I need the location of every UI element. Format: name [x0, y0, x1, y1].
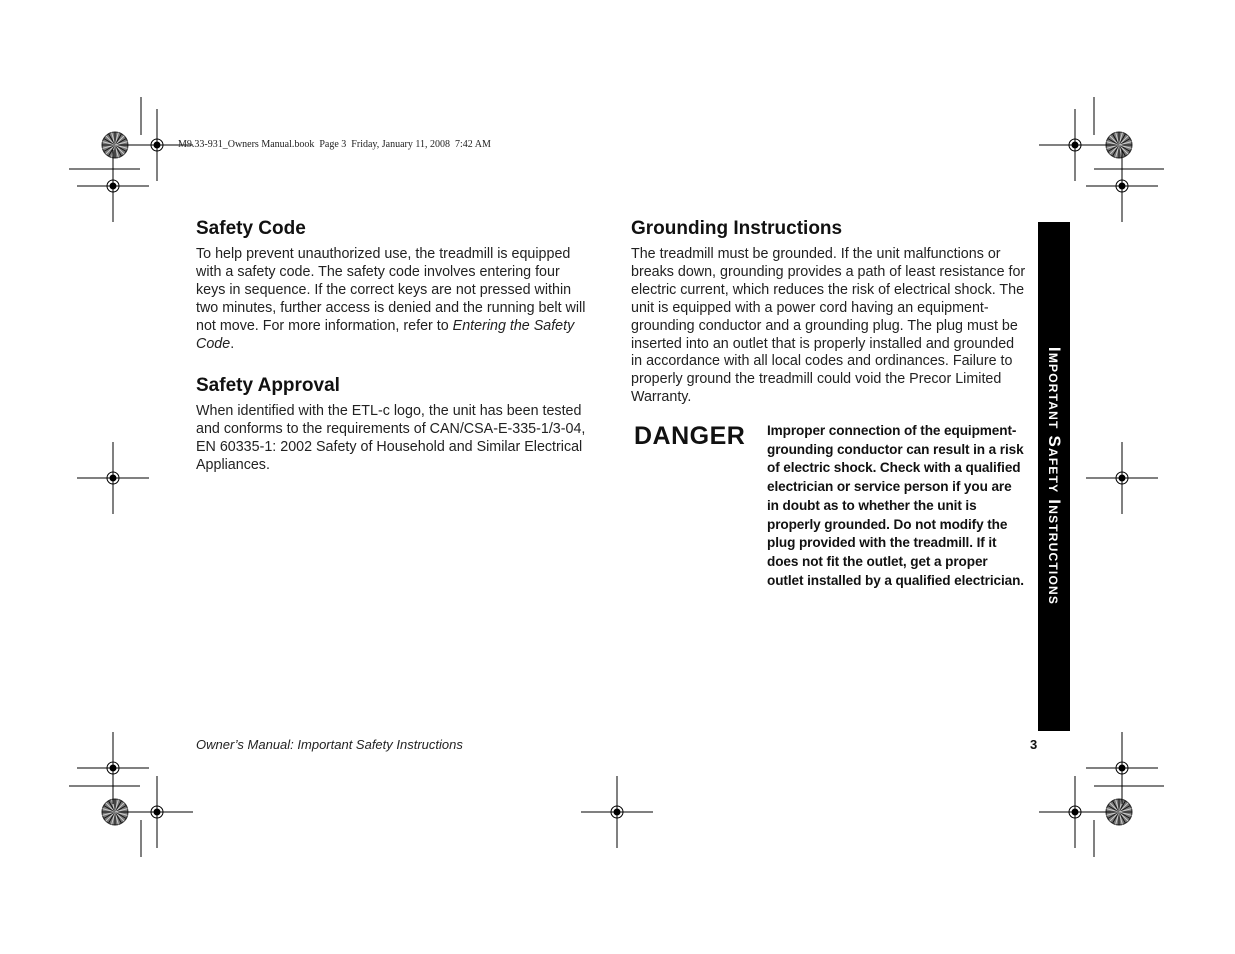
- danger-text: Improper connection of the equipment-grounding conductor can result in a risk of electric shock. Check with a qualified electrician or service person if you are in doubt as to whether the unit is properly grounded. Do not modify the plug provided with the treadmill. If it does not fit the outlet, get a proper outlet installed by a qualified electrician.: [767, 423, 1024, 588]
- grounding-heading: Grounding Instructions: [631, 218, 843, 239]
- grounding-body: The treadmill must be grounded. If the unit malfunctions or breaks down, grounding provides a path of least resistance for electric current, which reduces the risk of electrical shock. The unit is equipped with a power cord having an equipment-grounding conductor and a grounding plug. The plug must be inserted into an outlet that is properly installed and grounded in accordance with all local codes and ordinances. Failure to properly ground the treadmill could void the Precor Limited Warranty.: [631, 246, 1026, 406]
- print-slug: M9.33-931_Owners Manual.book Page 3 Friday, January 11, 2008 7:42 AM: [178, 139, 491, 150]
- safety-code-text: To help prevent unauthorized use, the treadmill is equipped with a safety code. The safety code involves entering four keys in sequence. If the correct keys are not pressed within two minutes, further access is denied and the running belt will not move. For more information, refer to: [196, 246, 586, 334]
- safety-approval-body: When identified with the ETL-c logo, the unit has been tested and conforms to the requirements of CAN/CSA-E-335-1/3-04, EN 60335-1: 2002 Safety of Household and Similar Electrical Appliances.: [196, 403, 586, 474]
- safety-code-section: [196, 218, 592, 353]
- right-column: [631, 218, 1027, 407]
- section-side-tab: [1038, 222, 1070, 731]
- safety-code-reference: Entering the Safety Code: [196, 317, 575, 352]
- footer-title: Owner’s Manual: Important Safety Instructions: [196, 737, 463, 752]
- safety-code-body: [196, 246, 592, 353]
- grounding-section: [631, 218, 1027, 407]
- page-number: 3: [1030, 737, 1038, 752]
- safety-code-text-end: .: [230, 335, 235, 352]
- safety-approval-heading: Safety Approval: [196, 375, 340, 397]
- safety-approval-section: [196, 375, 592, 475]
- left-column: [196, 218, 592, 475]
- safety-code-heading: Safety Code: [196, 218, 306, 239]
- side-tab-label: Important Safety Instructions: [1045, 346, 1064, 606]
- danger-label: DANGER: [634, 422, 746, 450]
